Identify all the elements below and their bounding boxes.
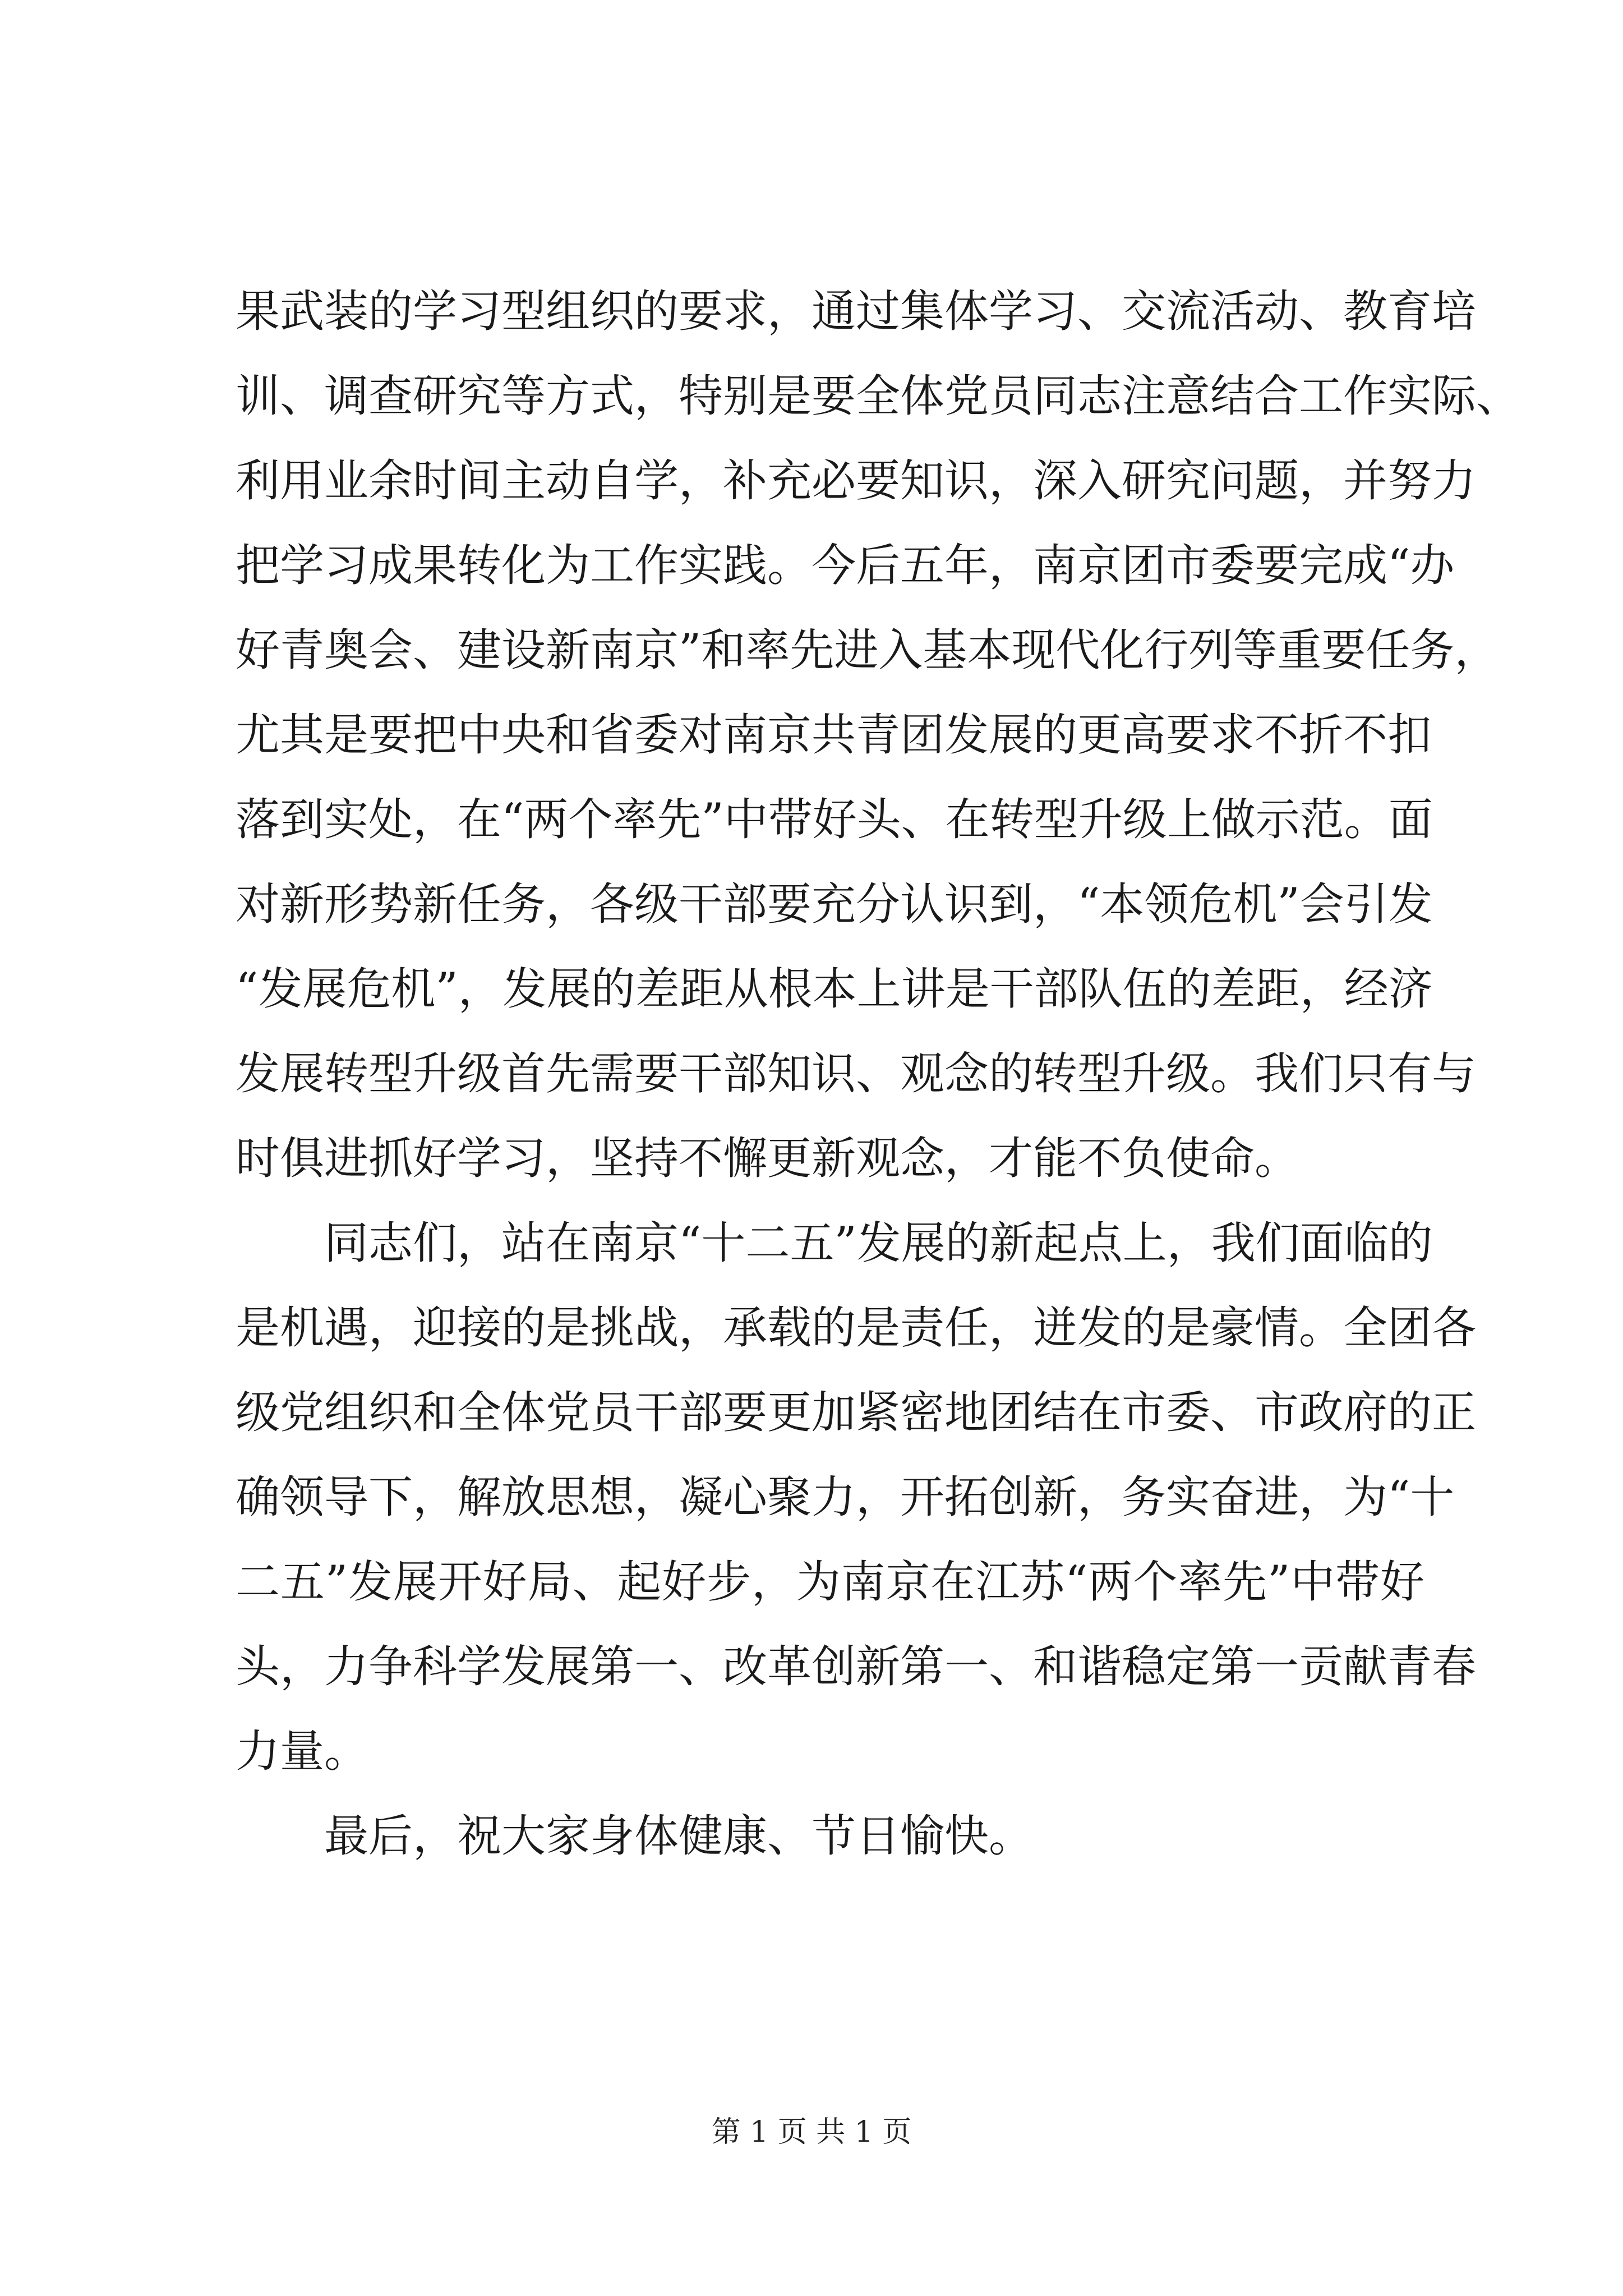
- text-line: 把学习成果转化为工作实践。今后五年，南京团市委要完成“办: [236, 540, 1455, 591]
- text-line: 同志们，站在南京“十二五”发展的新起点上，我们面临的: [324, 1217, 1433, 1269]
- text-line: “发展危机”，发展的差距从根本上讲是干部队伍的差距，经济: [236, 963, 1433, 1015]
- text-line: 果武装的学习型组织的要求，通过集体学习、交流活动、教育培: [236, 286, 1476, 337]
- paragraph-1: [236, 269, 1520, 1201]
- text-line: 确领导下，解放思想，凝心聚力，开拓创新，务实奋进，为“十: [236, 1471, 1455, 1523]
- text-line: 最后，祝大家身体健康、节日愉快。: [324, 1810, 1033, 1862]
- text-line: 二五”发展开好局、起好步，为南京在江苏“两个率先”中带好: [236, 1556, 1424, 1608]
- text-line: 对新形势新任务，各级干部要充分认识到，“本领危机”会引发: [236, 878, 1433, 930]
- page-number-label: 第 1 页 共 1 页: [711, 2115, 912, 2149]
- text-line: 头，力争科学发展第一、改革创新第一、和谐稳定第一贡献青春: [236, 1641, 1476, 1692]
- text-line: 训、调查研究等方式，特别是要全体党员同志注意结合工作实际、: [236, 370, 1520, 422]
- text-line: 时俱进抓好学习，坚持不懈更新观念，才能不负使命。: [236, 1133, 1299, 1184]
- paragraph-2: [236, 1201, 1476, 1794]
- text-line: 级党组织和全体党员干部要更加紧密地团结在市委、市政府的正: [236, 1387, 1476, 1438]
- paragraph-3: [236, 1794, 1424, 1879]
- text-line: 利用业余时间主动自学，补充必要知识，深入研究问题，并努力: [236, 455, 1476, 507]
- text-line: 发展转型升级首先需要干部知识、观念的转型升级。我们只有与: [236, 1048, 1476, 1099]
- document-body: [236, 269, 1520, 1879]
- text-line: 好青奥会、建设新南京”和率先进入基本现代化行列等重要任务，: [236, 624, 1499, 676]
- text-line: 是机遇，迎接的是挑战，承载的是责任，迸发的是豪情。全团各: [236, 1302, 1476, 1354]
- text-line: 尤其是要把中央和省委对南京共青团发展的更高要求不折不扣: [236, 709, 1432, 761]
- text-line: 力量。: [236, 1726, 368, 1777]
- page-footer: [0, 2108, 1623, 2150]
- text-line: 落到实处，在“两个率先”中带好头、在转型升级上做示范。面: [236, 794, 1433, 845]
